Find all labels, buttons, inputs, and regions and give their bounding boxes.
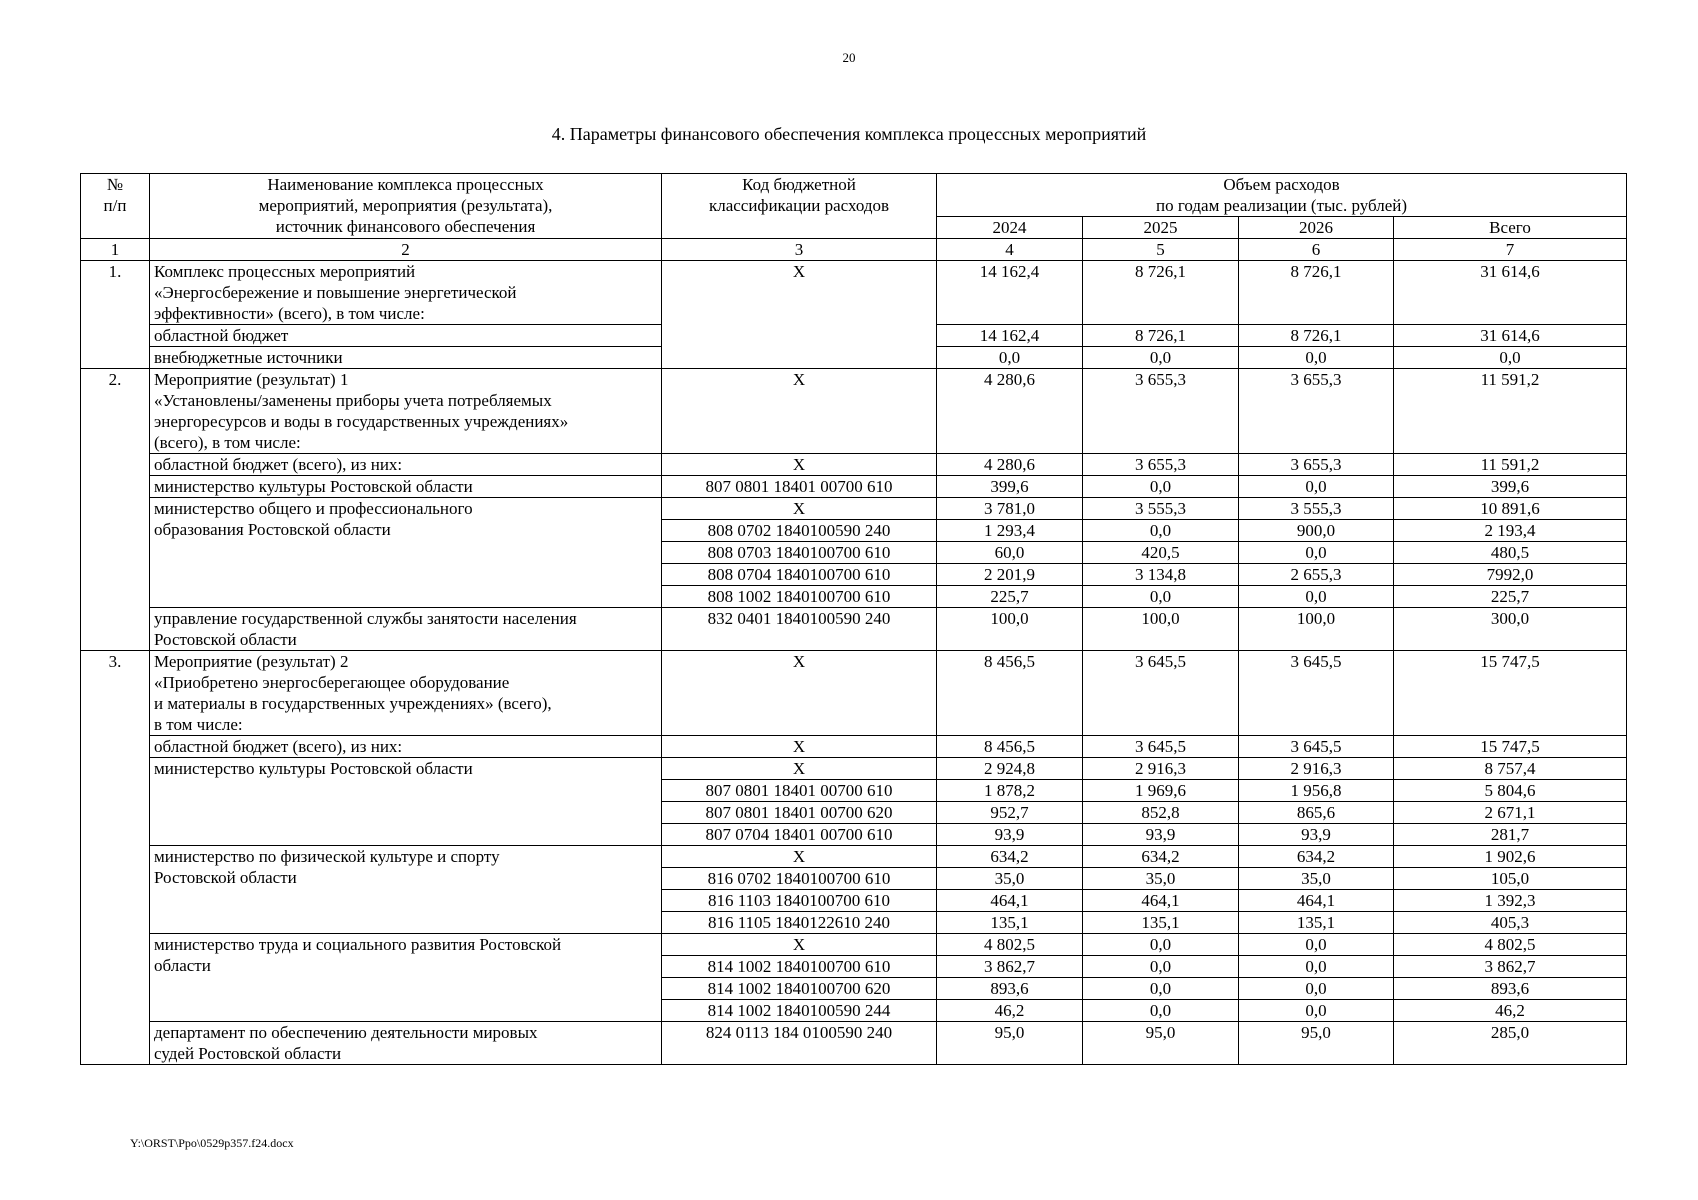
budget-code: X [662,736,937,758]
row-name: министерство труда и социального развития Ростовской области [150,934,662,1022]
row-number: 2. [81,369,150,651]
header-row [81,174,1627,217]
row-name: Мероприятие (результат) 2 «Приобретено энергосберегающее оборудование и материалы в государственных учреждениях» (всего), в том числе: [150,651,662,736]
value-2025: 2 916,3 [1083,758,1239,780]
header-volume: Объем расходов по годам реализации (тыс. рублей) [937,174,1627,217]
value-2026: 93,9 [1239,824,1394,846]
table-row [81,369,1627,454]
value-2026: 634,2 [1239,846,1394,868]
value-2025: 0,0 [1083,934,1239,956]
value-2026: 135,1 [1239,912,1394,934]
value-2024: 0,0 [937,347,1083,369]
value-2025: 3 134,8 [1083,564,1239,586]
value-2026: 8 726,1 [1239,325,1394,347]
value-total: 285,0 [1394,1022,1627,1065]
financial-table [80,173,1627,1065]
value-total: 46,2 [1394,1000,1627,1022]
row-name: министерство общего и профессионального образования Ростовской области [150,498,662,608]
value-total: 2 193,4 [1394,520,1627,542]
column-number: 6 [1239,239,1394,261]
value-2025: 464,1 [1083,890,1239,912]
value-2026: 464,1 [1239,890,1394,912]
value-2026: 0,0 [1239,934,1394,956]
value-total: 4 802,5 [1394,934,1627,956]
value-2024: 8 456,5 [937,651,1083,736]
budget-code: 807 0801 18401 00700 610 [662,780,937,802]
column-number: 2 [150,239,662,261]
budget-code: 814 1002 1840100590 244 [662,1000,937,1022]
value-2026: 0,0 [1239,542,1394,564]
value-2025: 0,0 [1083,956,1239,978]
value-2026: 865,6 [1239,802,1394,824]
value-total: 281,7 [1394,824,1627,846]
header-total: Всего [1394,217,1627,239]
value-total: 15 747,5 [1394,736,1627,758]
header-y2024: 2024 [937,217,1083,239]
budget-code: X [662,651,937,736]
value-2026: 2 916,3 [1239,758,1394,780]
value-2024: 1 293,4 [937,520,1083,542]
value-2025: 35,0 [1083,868,1239,890]
header-code: Код бюджетной классификации расходов [662,174,937,239]
budget-code: X [662,454,937,476]
budget-code: 816 1105 1840122610 240 [662,912,937,934]
budget-code: 814 1002 1840100700 620 [662,978,937,1000]
value-2024: 60,0 [937,542,1083,564]
budget-code: 807 0704 18401 00700 610 [662,824,937,846]
value-total: 10 891,6 [1394,498,1627,520]
table-row [81,934,1627,956]
budget-code: X [662,846,937,868]
budget-code: 808 1002 1840100700 610 [662,586,937,608]
table-row [81,1022,1627,1065]
value-2024: 14 162,4 [937,325,1083,347]
value-2025: 8 726,1 [1083,325,1239,347]
column-number: 1 [81,239,150,261]
table-row [81,608,1627,651]
budget-code: 808 0702 1840100590 240 [662,520,937,542]
column-number: 4 [937,239,1083,261]
value-2026: 1 956,8 [1239,780,1394,802]
budget-code: 807 0801 18401 00700 620 [662,802,937,824]
value-2024: 100,0 [937,608,1083,651]
value-total: 1 392,3 [1394,890,1627,912]
value-2025: 634,2 [1083,846,1239,868]
value-2025: 0,0 [1083,1000,1239,1022]
value-2026: 3 655,3 [1239,369,1394,454]
value-2025: 0,0 [1083,476,1239,498]
value-2024: 3 781,0 [937,498,1083,520]
row-name: областной бюджет (всего), из них: [150,454,662,476]
table-row [81,846,1627,868]
value-total: 15 747,5 [1394,651,1627,736]
value-2026: 3 645,5 [1239,736,1394,758]
value-2025: 3 655,3 [1083,369,1239,454]
value-total: 31 614,6 [1394,325,1627,347]
value-2024: 399,6 [937,476,1083,498]
row-name: Мероприятие (результат) 1 «Установлены/заменены приборы учета потребляемых энергоресурсов и воды в государственных учреждениях» (всего), в том числе: [150,369,662,454]
budget-code: 816 0702 1840100700 610 [662,868,937,890]
value-total: 8 757,4 [1394,758,1627,780]
table-row [81,476,1627,498]
value-2026: 0,0 [1239,1000,1394,1022]
value-2025: 3 645,5 [1083,651,1239,736]
value-2026: 100,0 [1239,608,1394,651]
row-number: 1. [81,261,150,369]
value-2024: 4 280,6 [937,454,1083,476]
column-number: 7 [1394,239,1627,261]
value-2024: 3 862,7 [937,956,1083,978]
row-name: министерство по физической культуре и спорту Ростовской области [150,846,662,934]
value-2026: 2 655,3 [1239,564,1394,586]
column-number: 5 [1083,239,1239,261]
value-2026: 0,0 [1239,956,1394,978]
value-2026: 3 555,3 [1239,498,1394,520]
budget-code: 808 0703 1840100700 610 [662,542,937,564]
value-total: 11 591,2 [1394,454,1627,476]
value-2024: 14 162,4 [937,261,1083,325]
value-2024: 46,2 [937,1000,1083,1022]
value-2026: 0,0 [1239,978,1394,1000]
header-name: Наименование комплекса процессных мероприятий, мероприятия (результата), источник финансового обеспечения [150,174,662,239]
value-2024: 893,6 [937,978,1083,1000]
value-2024: 93,9 [937,824,1083,846]
value-2024: 35,0 [937,868,1083,890]
value-2024: 464,1 [937,890,1083,912]
value-2025: 852,8 [1083,802,1239,824]
budget-code: 816 1103 1840100700 610 [662,890,937,912]
budget-code: 814 1002 1840100700 610 [662,956,937,978]
budget-code: 807 0801 18401 00700 610 [662,476,937,498]
value-total: 0,0 [1394,347,1627,369]
table-row [81,454,1627,476]
row-name: управление государственной службы занятости населения Ростовской области [150,608,662,651]
value-2024: 634,2 [937,846,1083,868]
row-name: министерство культуры Ростовской области [150,758,662,846]
value-2025: 8 726,1 [1083,261,1239,325]
value-total: 105,0 [1394,868,1627,890]
value-total: 11 591,2 [1394,369,1627,454]
table-row [81,261,1627,325]
value-2025: 0,0 [1083,586,1239,608]
value-total: 480,5 [1394,542,1627,564]
column-number-row [81,239,1627,261]
row-name: Комплекс процессных мероприятий «Энергосбережение и повышение энергетической эффективности» (всего), в том числе: [150,261,662,325]
value-2025: 3 655,3 [1083,454,1239,476]
value-total: 31 614,6 [1394,261,1627,325]
value-total: 300,0 [1394,608,1627,651]
value-2025: 93,9 [1083,824,1239,846]
value-2026: 900,0 [1239,520,1394,542]
value-2025: 3 645,5 [1083,736,1239,758]
row-number: 3. [81,651,150,1065]
value-2025: 1 969,6 [1083,780,1239,802]
table-row [81,498,1627,520]
value-2026: 0,0 [1239,586,1394,608]
budget-code: X [662,934,937,956]
row-name: областной бюджет [150,325,662,347]
budget-code: 824 0113 184 0100590 240 [662,1022,937,1065]
value-total: 399,6 [1394,476,1627,498]
budget-code: X [662,369,937,454]
document-title: 4. Параметры финансового обеспечения комплекса процессных мероприятий [551,124,1147,144]
header-y2026: 2026 [1239,217,1394,239]
header-no: № п/п [81,174,150,239]
value-2024: 4 280,6 [937,369,1083,454]
footer-file-path: Y:\ORST\Ppo\0529p357.f24.docx [130,1136,294,1150]
value-2025: 95,0 [1083,1022,1239,1065]
budget-code: X [662,498,937,520]
value-total: 5 804,6 [1394,780,1627,802]
value-2026: 3 645,5 [1239,651,1394,736]
value-2026: 35,0 [1239,868,1394,890]
value-2024: 1 878,2 [937,780,1083,802]
value-2026: 3 655,3 [1239,454,1394,476]
value-2024: 2 924,8 [937,758,1083,780]
value-2025: 0,0 [1083,520,1239,542]
value-2026: 95,0 [1239,1022,1394,1065]
value-2024: 4 802,5 [937,934,1083,956]
value-2025: 420,5 [1083,542,1239,564]
budget-code: 808 0704 1840100700 610 [662,564,937,586]
value-total: 405,3 [1394,912,1627,934]
value-total: 7992,0 [1394,564,1627,586]
table-row [81,736,1627,758]
budget-code: X [662,261,937,369]
column-number: 3 [662,239,937,261]
value-total: 225,7 [1394,586,1627,608]
value-total: 893,6 [1394,978,1627,1000]
value-2025: 0,0 [1083,347,1239,369]
row-name: департамент по обеспечению деятельности мировых судей Ростовской области [150,1022,662,1065]
row-name: областной бюджет (всего), из них: [150,736,662,758]
value-2024: 135,1 [937,912,1083,934]
header-y2025: 2025 [1083,217,1239,239]
value-2024: 952,7 [937,802,1083,824]
value-2026: 8 726,1 [1239,261,1394,325]
table-row [81,758,1627,780]
value-2024: 2 201,9 [937,564,1083,586]
value-2025: 100,0 [1083,608,1239,651]
value-2026: 0,0 [1239,347,1394,369]
budget-code: X [662,758,937,780]
value-2026: 0,0 [1239,476,1394,498]
value-2025: 135,1 [1083,912,1239,934]
value-2024: 95,0 [937,1022,1083,1065]
row-name: министерство культуры Ростовской области [150,476,662,498]
table-row [81,651,1627,736]
value-2025: 0,0 [1083,978,1239,1000]
budget-code: 832 0401 1840100590 240 [662,608,937,651]
value-total: 1 902,6 [1394,846,1627,868]
value-total: 3 862,7 [1394,956,1627,978]
value-2025: 3 555,3 [1083,498,1239,520]
value-2024: 8 456,5 [937,736,1083,758]
value-2024: 225,7 [937,586,1083,608]
page-number: 20 [842,50,856,65]
row-name: внебюджетные источники [150,347,662,369]
value-total: 2 671,1 [1394,802,1627,824]
